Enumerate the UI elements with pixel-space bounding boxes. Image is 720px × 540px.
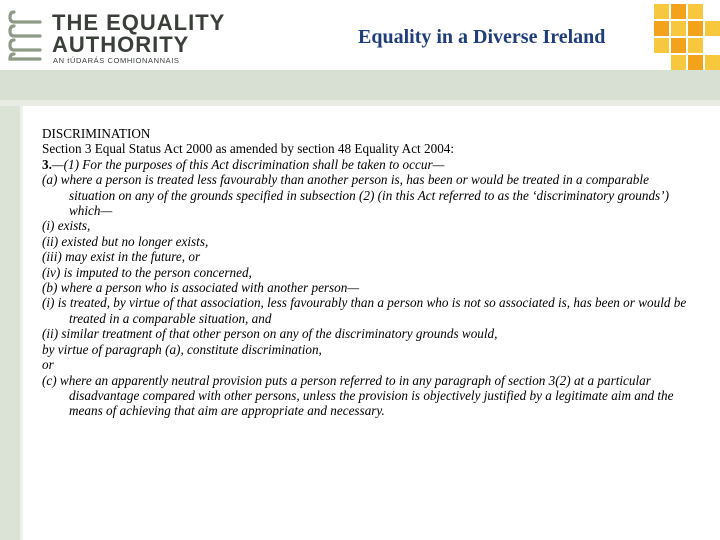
equality-authority-logo-icon [6,4,44,64]
decor-square [688,55,703,70]
item-i-exists: (i) exists, [42,218,91,234]
decor-square [671,55,686,70]
item-ii-existed: (ii) existed but no longer exists, [42,233,209,249]
decor-square [671,21,686,36]
item-iv-imputed: (iv) is imputed to the person concerned, [42,264,252,280]
item-b-ii-continued: by virtue of paragraph (a), constitute discrimination, [42,341,322,357]
decor-square [654,21,669,36]
or-connector: or [42,357,54,373]
item-iii-future: (iii) may exist in the future, or [42,249,201,265]
slide-heading: DISCRIMINATION [42,126,151,141]
paragraph-c: (c) where an apparently neutral provision puts a person referred to in any paragraph of section 3(2) at a particular disadvantage compared with other persons, unless the provision is objectively justified by a legitimate aim and the means of achieving that aim are appropriate and necessary. [42,372,674,419]
logo-title-line-1: THE EQUALITY [52,10,226,35]
header-band-light [0,100,720,106]
decor-square [671,38,686,53]
item-b-i: (i) is treated, by virtue of that association, less favourably than a person who is not so associated is, has been or would be treated in a comparable situation, and [42,295,687,326]
left-sidebar-stripe [20,106,23,540]
decor-square [654,38,669,53]
logo-irish-subtitle: AN tÚDARÁS COMHIONANNAIS [53,56,180,65]
paragraph-a: (a) where a person is treated less favourably than another person is, has been or would be treated in a comparable situation on any of the grounds specified in subsection (2) (in this Act referred to as the ‘discriminatory grounds’) which— [42,172,669,219]
logo-title-line-2: AUTHORITY [52,32,190,57]
intro-text: Section 3 Equal Status Act 2000 as amended by section 48 Equality Act 2004: [42,141,455,157]
decor-square [688,38,703,53]
decor-square [705,55,720,70]
left-sidebar-band [0,106,20,540]
slide-body [42,126,692,419]
header [0,0,720,70]
item-b-ii: (ii) similar treatment of that other person on any of the discriminatory grounds would, [42,326,498,342]
decor-square [705,21,720,36]
decor-square [654,4,669,19]
decor-square [688,4,703,19]
header-band [0,70,720,100]
section-lead [42,157,692,172]
decor-square [688,21,703,36]
slogan-title: Equality in a Diverse Ireland [358,26,606,48]
section-text: —(1) For the purposes of this Act discrimination shall be taken to occur— [51,156,445,172]
decor-square [671,4,686,19]
paragraph-b: (b) where a person who is associated with another person— [42,280,360,296]
section-number: 3. [42,156,52,172]
